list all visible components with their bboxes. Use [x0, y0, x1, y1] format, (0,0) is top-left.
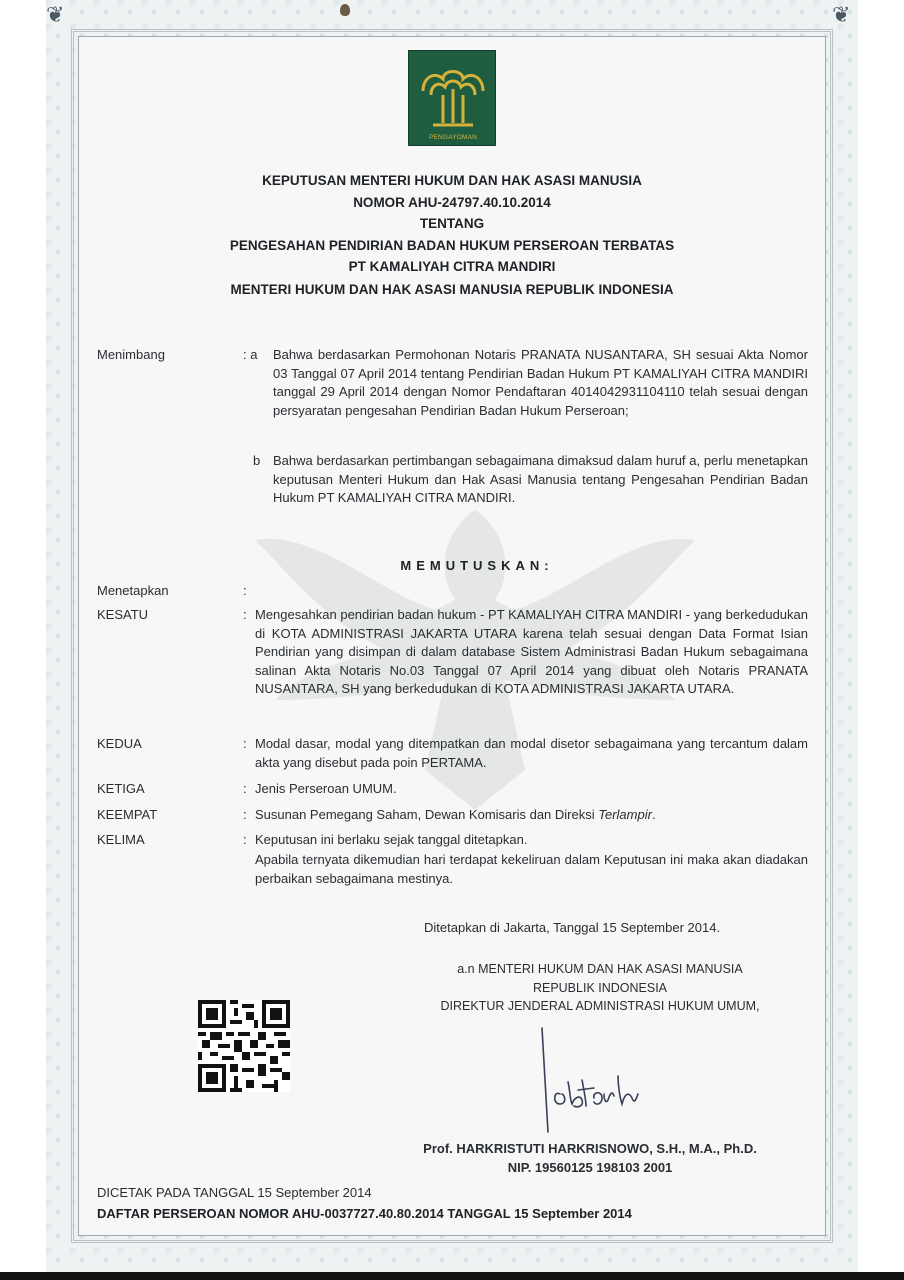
decree-title: [0, 170, 904, 278]
qr-code: [198, 1000, 290, 1092]
signer-name: Prof. HARKRISTUTI HARKRISNOWO, S.H., M.A., Ph.D.: [423, 1141, 757, 1156]
ketiga-label: KETIGA: [97, 781, 145, 796]
colon: :: [243, 583, 247, 598]
decision-text: Susunan Pemegang Saham, Dewan Komisaris dan Direksi: [255, 807, 599, 822]
colon: : a: [243, 347, 258, 362]
kedua-label: KEDUA: [97, 736, 142, 751]
logo-caption: PENGAYOMAN: [428, 134, 478, 141]
title-line: KEPUTUSAN MENTERI HUKUM DAN HAK ASASI MANUSIA: [262, 173, 642, 188]
consideration-a: Bahwa berdasarkan Permohonan Notaris PRANATA NUSANTARA, SH sesuai Akta Nomor 03 Tanggal 07 April 2014 tentang Pendirian Badan Hukum PT KAMALIYAH CITRA MANDIRI tanggal 29 April 2014 dengan Nomor Pendaftaran 4014042931104110 telah sesuai dengan persyaratan pengesahan Pendirian Badan Hukum Perseroan;: [273, 347, 808, 418]
colon: :: [243, 736, 247, 751]
decision-kelima: Keputusan ini berlaku sejak tanggal ditetapkan.: [255, 832, 528, 847]
decision-kelima-note: Apabila ternyata dikemudian hari terdapat kekeliruan dalam Keputusan ini maka akan diadakan perbaikan sebagaimana mestinya.: [255, 852, 808, 886]
corner-ornament-icon: ❦: [46, 2, 65, 27]
kesatu-label: KESATU: [97, 607, 149, 622]
signatory-title: [420, 960, 780, 1016]
colon: :: [243, 781, 247, 796]
ministry-logo: [408, 50, 496, 146]
handwritten-signature: [520, 1020, 660, 1140]
place-and-date: Ditetapkan di Jakarta, Tanggal 15 September 2014.: [424, 920, 721, 935]
decision-keempat: [255, 806, 808, 825]
decision-kedua: Modal dasar, modal yang ditempatkan dan modal disetor sebagaimana yang tercantum dalam akta yang disebut pada poin PERTAMA.: [255, 736, 808, 770]
colon: :: [243, 832, 247, 847]
colon: :: [243, 807, 247, 822]
title-line: TENTANG: [419, 216, 485, 231]
on-behalf-line: a.n MENTERI HUKUM DAN HAK ASASI MANUSIA: [457, 962, 743, 976]
decree-number: NOMOR AHU-24797.40.10.2014: [353, 194, 551, 210]
decision-italic: Terlampir: [598, 807, 652, 822]
colon: :: [243, 607, 247, 622]
pin-icon: [340, 4, 350, 16]
keempat-label: KEEMPAT: [97, 807, 158, 822]
registry-number: DAFTAR PERSEROAN NOMOR AHU-0037727.40.80.2014 TANGGAL 15 September 2014: [97, 1206, 632, 1221]
consideration-b: Bahwa berdasarkan pertimbangan sebagaimana dimaksud dalam huruf a, perlu menetapkan keputusan Menteri Hukum dan Hak Asasi Manusia tentang Pengesahan Pendirian Badan Hukum PT KAMALIYAH CITRA MANDIRI.: [273, 453, 808, 505]
bottom-edge: [0, 1272, 904, 1280]
on-behalf-line: DIREKTUR JENDERAL ADMINISTRASI HUKUM UMUM,: [440, 999, 760, 1013]
menetapkan-label: Menetapkan: [97, 583, 169, 598]
signer-block: [380, 1140, 800, 1177]
decision-text: .: [651, 807, 656, 822]
corner-ornament-icon: ❦: [832, 2, 851, 27]
decision-kesatu: Mengesahkan pendirian badan hukum - PT KAMALIYAH CITRA MANDIRI - yang berkedudukan di KOTA ADMINISTRASI JAKARTA UTARA karena telah sesuai dengan Data Format Isian Pendirian yang disimpan di dalam database Sistem Administrasi Badan Hukum sebagaimana salinan Akta Notaris No.03 Tanggal 07 April 2014 yang dibuat oleh Notaris PRANATA NUSANTARA, SH yang berkedudukan di KOTA ADMINISTRASI JAKARTA UTARA.: [255, 607, 808, 696]
on-behalf-line: REPUBLIK INDONESIA: [532, 980, 668, 995]
decision-heading: MEMUTUSKAN:: [400, 558, 554, 573]
company-name: PT KAMALIYAH CITRA MANDIRI: [348, 259, 556, 274]
consideration-letter: b: [253, 453, 261, 468]
menimbang-label: Menimbang: [97, 347, 165, 362]
pengayoman-tree-icon: [409, 51, 497, 147]
kelima-label: KELIMA: [97, 832, 145, 847]
signer-nip: NIP. 19560125 198103 2001: [507, 1159, 673, 1175]
decision-ketiga: Jenis Perseroan UMUM.: [255, 781, 397, 796]
issuer-title: MENTERI HUKUM DAN HAK ASASI MANUSIA REPUBLIK INDONESIA: [230, 282, 674, 297]
title-line: PENGESAHAN PENDIRIAN BADAN HUKUM PERSEROAN TERBATAS: [229, 237, 675, 253]
printed-date: DICETAK PADA TANGGAL 15 September 2014: [97, 1185, 372, 1200]
